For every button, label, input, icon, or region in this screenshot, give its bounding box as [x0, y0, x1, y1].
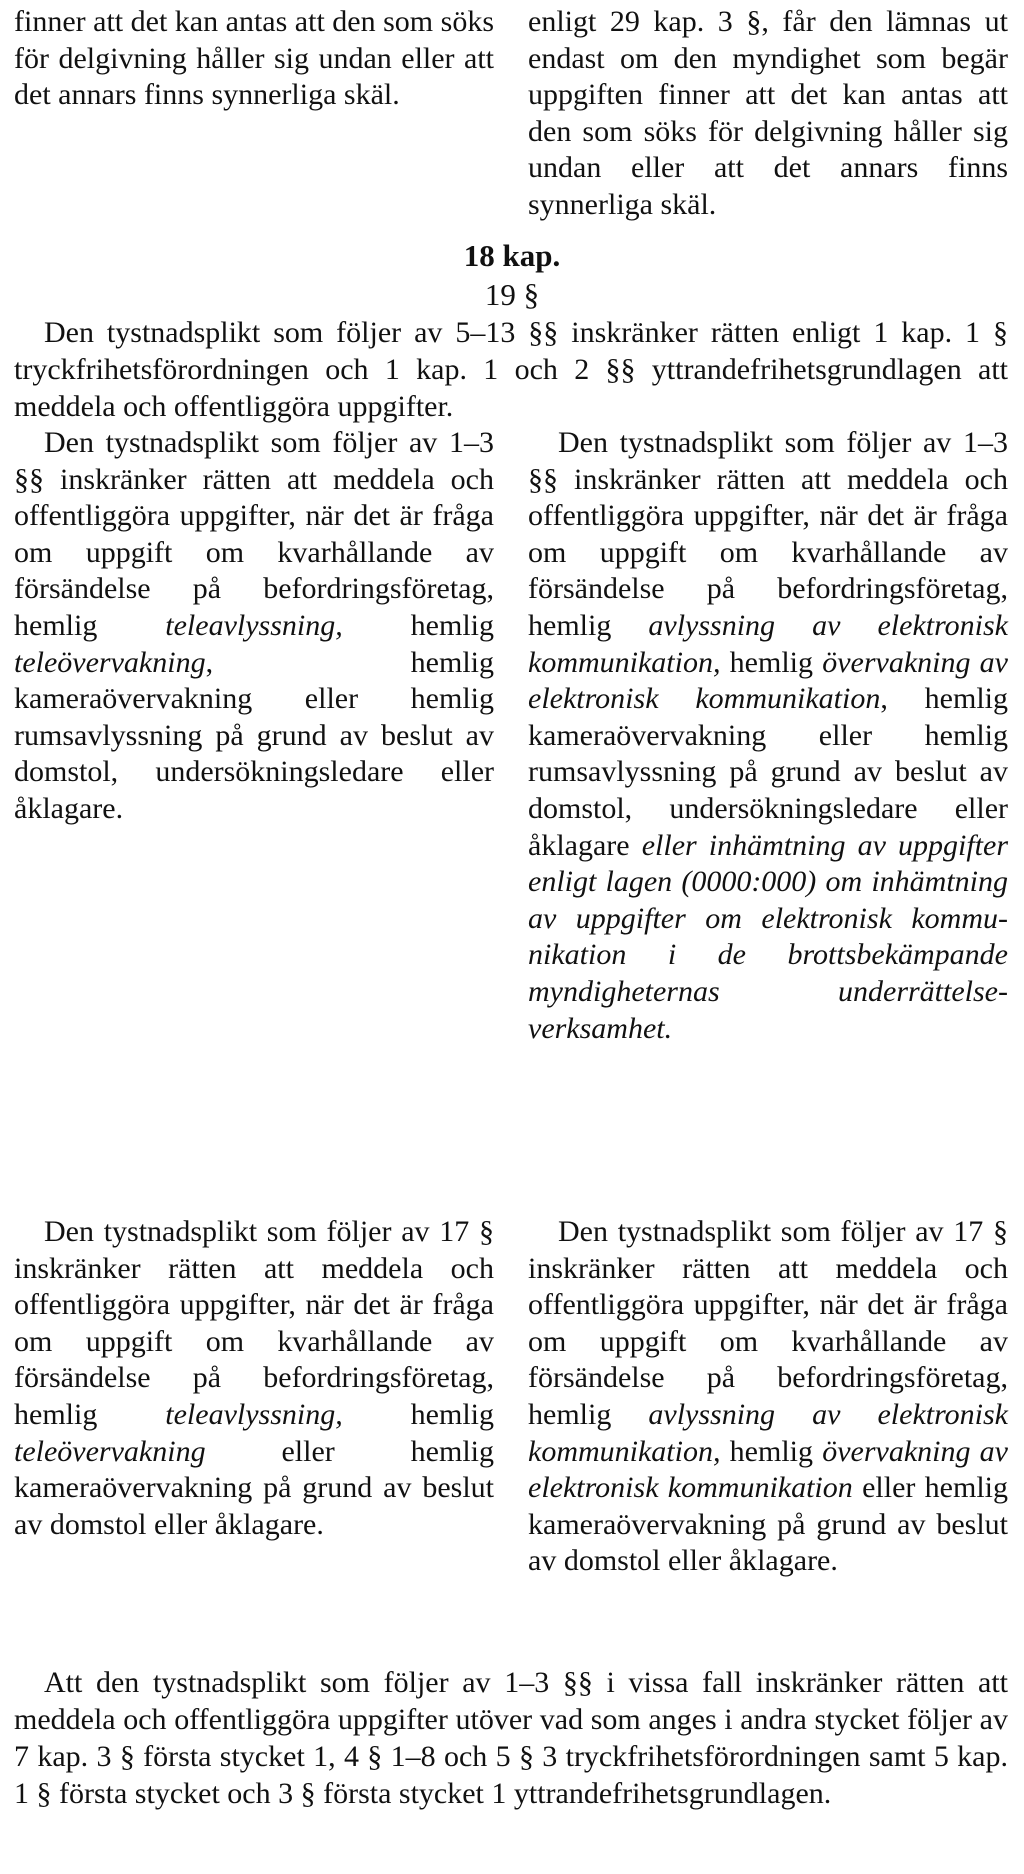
intro-paragraph: Den tystnadsplikt som följer av 5–13 §§ inskränker rätten enligt 1 kap. 1 § tryckfrihetsförordningen och 1 kap. 1 och 2 §§ yttrandefrihetsgrundlagen att meddela och offentliggöra uppgifter. [14, 316, 1008, 423]
para3-left [14, 1214, 494, 1543]
para3-right-c: hemlig [720, 1434, 823, 1468]
para2-left-c: hemlig [342, 608, 494, 642]
para2-right-b: avlyssning av elektronisk kommunikation, [528, 608, 1008, 679]
para2-right-c: hemlig [720, 645, 823, 679]
top-right-text: enligt 29 kap. 3 §, får den lämnas ut endast om den myndighet som begär uppgiften finner att det kan antas att den som söks för delgivning håller sig undan eller att det annars finns synnerliga skäl. [528, 5, 1008, 221]
para2-left-d: teleövervakning [14, 645, 206, 679]
para3-left-c: hemlig [342, 1397, 494, 1431]
para2-left [14, 425, 494, 828]
para2-right-e: , hemlig kameraövervakning eller hemlig rumsavlyssning på grund av beslut av domstol, undersökningsledare eller åklagare [528, 682, 1008, 862]
para2-right-a: Den tystnadsplikt som följer av 1–3 §§ inskränker rätten att meddela och offentliggöra uppgifter, när det är fråga om uppgift om kvarhållande av försändelse på befordringsföretag, hemlig [528, 426, 1008, 642]
top-left-text: finner att det kan antas att den som söks för delgivning håller sig undan eller att det annars finns synnerliga skäl. [14, 5, 494, 112]
chapter-title: 18 kap. [463, 238, 561, 273]
para3-right-e: eller hemlig kameraövervakning på grund av beslut av domstol eller åklagare. [528, 1471, 1008, 1578]
para3-left-d: teleövervakning [14, 1434, 206, 1468]
para2-right [528, 425, 1008, 1047]
section-number: 19 § [484, 277, 540, 312]
para2-right-d: övervakning av elektronisk kommunikation [528, 645, 1008, 716]
para2-right-f: eller inhämtning av uppgifter enligt lagen (0000:000) om inhämtning av uppgifter om elektronisk kommunikation i de brottsbekämpande myndigheternas underrättelseverksamhet. [528, 828, 1008, 1045]
para3-right-d: övervakning av elektronisk kommunikation [528, 1434, 1008, 1505]
para2-left-e: , hemlig kameraövervakning eller hemlig rumsavlyssning på grund av beslut av domstol, undersökningsledare eller åklagare. [14, 645, 494, 825]
para2-left-b: teleavlyssning, [165, 608, 343, 642]
para3-right-b: avlyssning av elektronisk kommunikation, [528, 1397, 1008, 1468]
para2-left-a: Den tystnadsplikt som följer av 1–3 §§ inskränker rätten att meddela och offentliggöra uppgifter, när det är fråga om uppgift om kvarhållande av försändelse på befordringsföretag, hemlig [14, 426, 494, 642]
para3-left-a: Den tystnadsplikt som följer av 17 § inskränker rätten att meddela och offentliggöra uppgifter, när det är fråga om uppgift om kvarhållande av försändelse på befordringsföretag, hemlig [14, 1215, 494, 1431]
para3-right [528, 1214, 1008, 1580]
para3-right-a: Den tystnadsplikt som följer av 17 § inskränker rätten att meddela och offentliggöra uppgifter, när det är fråga om uppgift om kvarhållande av försändelse på befordringsföretag, hemlig [528, 1215, 1008, 1431]
closing-paragraph: Att den tystnadsplikt som följer av 1–3 §§ i vissa fall inskränker rätten att meddela och offentliggöra uppgifter utöver vad som anges i andra stycket följer av 7 kap. 3 § första stycket 1, 4 § 1–8 och 5 § 3 tryckfrihetsförordningen samt 5 kap. 1 § första stycket och 3 § första stycket 1 yttrandefrihetsgrundlagen. [14, 1666, 1008, 1810]
para3-left-e: eller hemlig kameraövervakning på grund av beslut av domstol eller åklagare. [14, 1434, 494, 1541]
para3-left-b: teleavlyssning, [165, 1397, 343, 1431]
